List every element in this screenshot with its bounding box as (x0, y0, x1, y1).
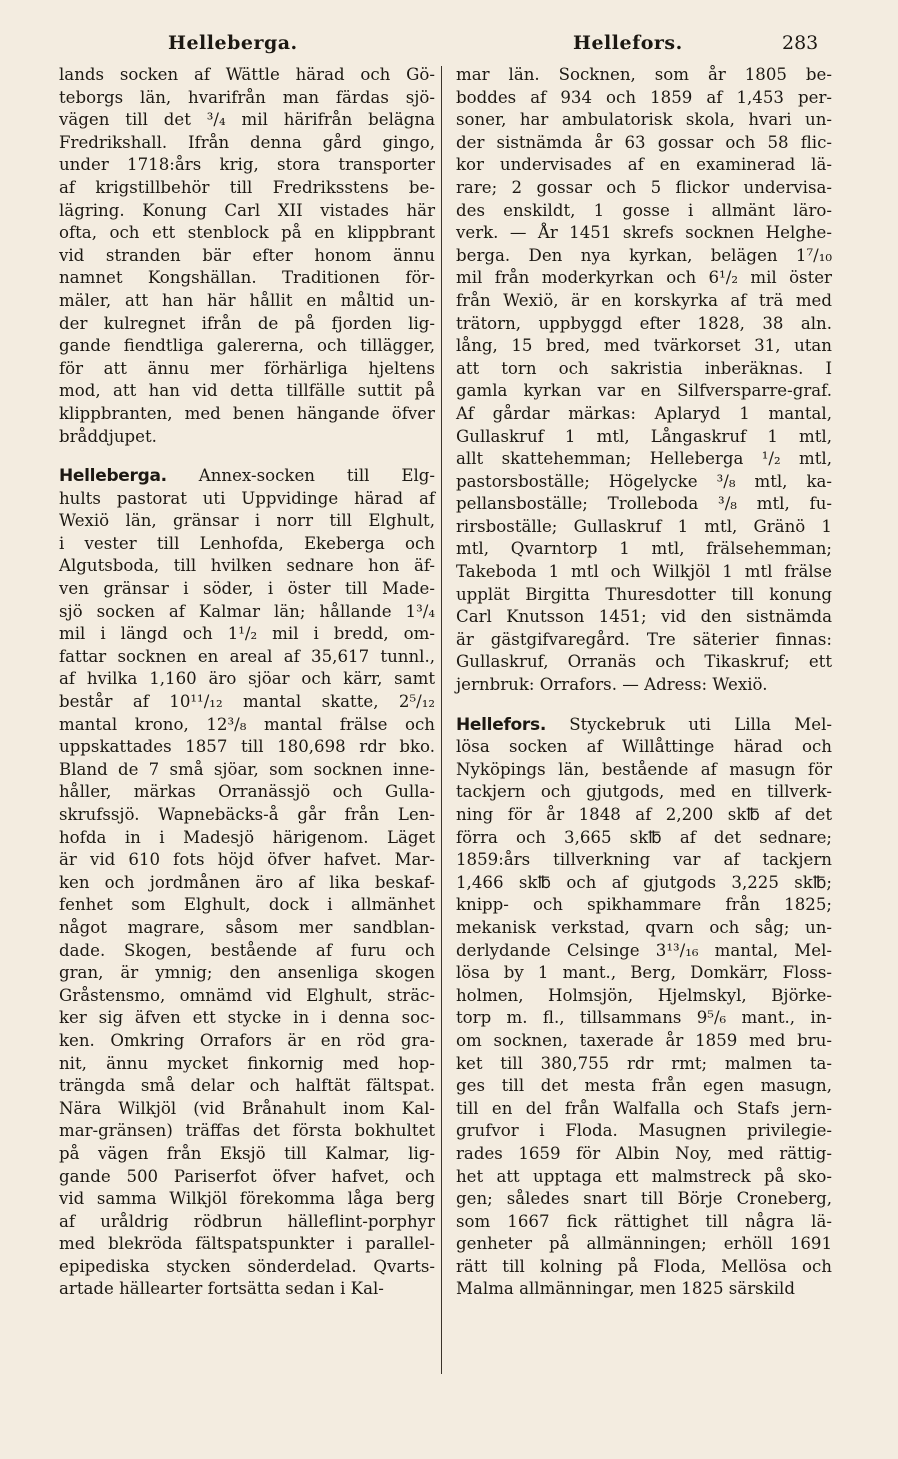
text-line: på vägen från Eksjö till Kalmar, lig- (59, 1143, 435, 1163)
text-line: af krigstillbehör till Fredriksstens be- (59, 177, 435, 197)
text-line: torp m. fl., tillsammans 9⁵/₆ mant., in- (456, 1008, 832, 1028)
text-line: Takeboda 1 mtl och Wilkjöl 1 mtl frälse (456, 562, 832, 582)
text-line: Wexiö län, gränsar i norr till Elghult, (59, 511, 435, 531)
text-line: mar-gränsen) träffas det första bokhultet (59, 1121, 435, 1141)
text-line: hults pastorat uti Uppvidinge härad af (59, 488, 435, 508)
text-line: Gullaskruf, Orranäs och Tikaskruf; ett (456, 652, 832, 672)
entry-headword: Hellefors. (456, 714, 546, 735)
text-line: bråddjupet. (59, 426, 157, 446)
text-line: rades 1659 för Albin Noy, med rättig- (456, 1143, 832, 1163)
text-line: rirsboställe; Gullaskruf 1 mtl, Gränö 1 (456, 516, 832, 536)
text-line: skrufssjö. Wapnebäcks-å går från Len- (59, 805, 435, 824)
column-divider (441, 66, 442, 1374)
text-line: ken. Omkring Orrafors är en röd gra- (59, 1030, 435, 1050)
entry-first-line-text: Annex-socken till Elg- (166, 466, 435, 486)
text-line: sjö socken af Kalmar län; hållande 1³/₄ (59, 601, 435, 621)
text-line: Gullaskruf 1 mtl, Långaskruf 1 mtl, (456, 426, 832, 446)
text-line: uppskattades 1857 till 180,698 rdr bko. (59, 737, 435, 757)
page-number: 283 (782, 32, 819, 54)
text-line: håller, märkas Orranässjö och Gulla- (59, 782, 435, 802)
text-line: upplät Birgitta Thuresdotter till konung (456, 584, 832, 604)
text-line: jernbruk: Orrafors. — Adress: Wexiö. (456, 675, 768, 695)
text-line: der kulregnet ifrån de på fjorden lig- (59, 313, 435, 333)
entry-first-line (456, 714, 832, 737)
text-line: är gästgifvaregård. Tre säterier finnas: (456, 629, 832, 649)
left-column (59, 64, 435, 1301)
text-line: i vester till Lenhofda, Ekeberga och (59, 533, 435, 553)
text-line: dade. Skogen, bestående af furu och (59, 940, 435, 960)
text-line: består af 10¹¹/₁₂ mantal skatte, 2⁵/₁₂ (59, 692, 435, 712)
text-line: gande 500 Pariserfot öfver hafvet, och (59, 1166, 435, 1186)
text-line: Nära Wilkjöl (vid Brånahult inom Kal- (59, 1098, 435, 1118)
entry-body (59, 488, 435, 1301)
text-line: lösa by 1 mant., Berg, Domkärr, Floss- (456, 963, 832, 983)
text-line: mtl, Qvarntorp 1 mtl, frälsehemman; (456, 539, 832, 559)
text-line: vid stranden bär efter honom ännu (59, 245, 435, 265)
entry-hellefors (456, 714, 832, 1301)
text-line: allt skattehemman; Helleberga ¹/₂ mtl, (456, 449, 832, 469)
text-line: Nyköpings län, bestående af masugn för (456, 759, 832, 779)
text-line: genheter på allmänningen; erhöll 1691 (456, 1234, 832, 1254)
text-line: från Wexiö, är en korskyrka af trä med (456, 290, 832, 310)
text-line: soner, har ambulatorisk skola, hvari un- (456, 110, 832, 130)
paragraph-socknen (456, 64, 832, 697)
text-line: mil i längd och 1¹/₂ mil i bredd, om- (59, 624, 435, 644)
entry-body (456, 736, 832, 1301)
text-line: Fredrikshall. Ifrån denna gård gingo, (59, 132, 435, 152)
text-line: ning för år 1848 af 2,200 sk℔ af det (456, 805, 832, 824)
text-line: teborgs län, hvarifrån man färdas sjö- (59, 87, 435, 107)
text-line: med blekröda fältspatspunkter i parallel- (59, 1234, 435, 1254)
text-line: mar län. Socknen, som år 1805 be- (456, 65, 832, 84)
text-line: Af gårdar märkas: Aplaryd 1 mantal, (456, 403, 832, 423)
text-line: mod, att han vid detta tillfälle suttit på (59, 381, 435, 401)
text-line: het att upptaga ett malmstreck på sko- (456, 1166, 832, 1186)
text-line: är vid 610 fots höjd öfver hafvet. Mar- (59, 850, 435, 870)
text-line: kor undervisades af en examinerad lä- (456, 155, 832, 175)
text-line: des enskildt, 1 gosse i allmänt läro- (456, 200, 832, 220)
text-line: tackjern och gjutgods, med en tillverk- (456, 782, 832, 802)
text-line: ges till det mesta från egen masugn, (456, 1076, 832, 1096)
text-line: lägring. Konung Carl XII vistades här (59, 200, 435, 220)
text-line: pastorsboställe; Högelycke ³/₈ mtl, ka- (456, 471, 832, 491)
text-line: till en del från Walfalla och Stafs jern- (456, 1098, 832, 1118)
text-line: 1,466 sk℔ och af gjutgods 3,225 sk℔; (456, 872, 832, 892)
text-line: lösa socken af Willåttinge härad och (456, 737, 832, 757)
paragraph-kongshallan (59, 64, 435, 448)
text-line: namnet Kongshällan. Traditionen för- (59, 268, 435, 288)
text-line: klippbranten, med benen hängande öfver (59, 403, 435, 423)
entry-first-line (59, 465, 435, 488)
text-line: gran, är ymnig; den ansenliga skogen (59, 963, 435, 983)
text-line: nit, ännu mycket finkornig med hop- (59, 1053, 435, 1073)
right-column (456, 64, 832, 1301)
text-line: vid samma Wilkjöl förekomma låga berg (59, 1189, 435, 1209)
text-line: som 1667 fick rättighet till några lä- (456, 1211, 832, 1231)
text-line: förra och 3,665 sk℔ af det sednare; (456, 827, 832, 847)
text-line: något magrare, såsom mer sandblan- (59, 917, 435, 937)
text-line: ker sig äfven ett stycke in i denna soc- (59, 1008, 435, 1028)
text-line: mekanisk verkstad, qvarn och såg; un- (456, 917, 832, 937)
text-line: knipp- och spikhammare från 1825; (456, 895, 832, 915)
text-line: verk. — År 1451 skrefs socknen Helghe- (456, 223, 832, 243)
text-line: rare; 2 gossar och 5 flickor undervisa- (456, 177, 832, 197)
text-line: af hvilka 1,160 äro sjöar och kärr, samt (59, 669, 435, 689)
text-line: Algutsboda, till hvilken sednare hon äf- (59, 556, 435, 576)
text-line: ket till 380,755 rdr rmt; malmen ta- (456, 1053, 832, 1073)
text-line: boddes af 934 och 1859 af 1,453 per- (456, 87, 832, 107)
text-line: af uråldrig rödbrun hälleflint-porphyr (59, 1211, 435, 1231)
entry-first-line-text: Styckebruk uti Lilla Mel- (545, 714, 832, 734)
text-line: epipediska stycken sönderdelad. Qvarts- (59, 1256, 435, 1276)
text-line: holmen, Holmsjön, Hjelmskyl, Björke- (456, 985, 832, 1005)
text-line: 1859:års tillverkning var af tackjern (456, 850, 832, 870)
text-line: lång, 15 bred, med tvärkorset 31, utan (456, 336, 832, 356)
text-line: Malma allmänningar, men 1825 särskild (456, 1279, 795, 1299)
text-line: grufvor i Floda. Masugnen privilegie- (456, 1121, 832, 1141)
text-line: hofda in i Madesjö härigenom. Läget (59, 827, 435, 847)
text-line: gamla kyrkan var en Silfversparre-graf. (456, 381, 832, 401)
entry-headword: Helleberga. (59, 466, 167, 487)
text-line: ven gränsar i söder, i öster till Made- (59, 579, 435, 599)
text-line: fenhet som Elghult, dock i allmänhet (59, 895, 435, 915)
text-line: Bland de 7 små sjöar, som socknen inne- (59, 759, 435, 779)
text-line: mäler, att han här hållit en måltid un- (59, 290, 435, 310)
text-line: trängda små delar och halftät fältspat. (59, 1076, 435, 1096)
text-line: fattar socknen en areal af 35,617 tunnl., (59, 646, 435, 666)
text-line: för att ännu mer förhärliga hjeltens (59, 358, 435, 378)
text-line: Gråstensmo, omnämd vid Elghult, sträc- (59, 985, 435, 1005)
header-right-keyword: Hellefors. (573, 32, 683, 54)
text-line: pellansboställe; Trolleboda ³/₈ mtl, fu- (456, 494, 832, 514)
text-line: rätt till kolning på Floda, Mellösa och (456, 1256, 832, 1276)
text-line: gande fiendtliga galererna, och tillägger, (59, 336, 435, 356)
text-line: Carl Knutsson 1451; vid den sistnämda (456, 607, 832, 627)
text-line: derlydande Celsinge 3¹³/₁₆ mantal, Mel- (456, 940, 832, 960)
text-line: om socknen, taxerade år 1859 med bru- (456, 1030, 832, 1050)
text-line: ken och jordmånen äro af lika beskaf- (59, 872, 435, 892)
text-line: gen; således snart till Börje Croneberg, (456, 1189, 832, 1209)
text-line: att torn och sakristia inberäknas. I (456, 358, 832, 378)
entry-helleberga (59, 465, 435, 1301)
text-line: mil från moderkyrkan och 6¹/₂ mil öster (456, 268, 832, 288)
text-line: lands socken af Wättle härad och Gö- (59, 65, 435, 84)
text-line: artade hällearter fortsätta sedan i Kal- (59, 1279, 384, 1299)
header-left-keyword: Helleberga. (168, 32, 298, 54)
text-line: under 1718:års krig, stora transporter (59, 155, 435, 175)
text-line: ofta, och ett stenblock på en klippbrant (59, 223, 435, 243)
text-line: der sistnämda år 63 gossar och 58 flic- (456, 132, 832, 152)
text-line: trätorn, uppbyggd efter 1828, 38 aln. (456, 313, 832, 333)
text-line: mantal krono, 12³/₈ mantal frälse och (59, 714, 435, 734)
running-header (0, 28, 898, 58)
text-line: berga. Den nya kyrkan, belägen 1⁷/₁₀ (456, 245, 832, 265)
text-line: vägen till det ³/₄ mil härifrån belägna (59, 110, 435, 130)
